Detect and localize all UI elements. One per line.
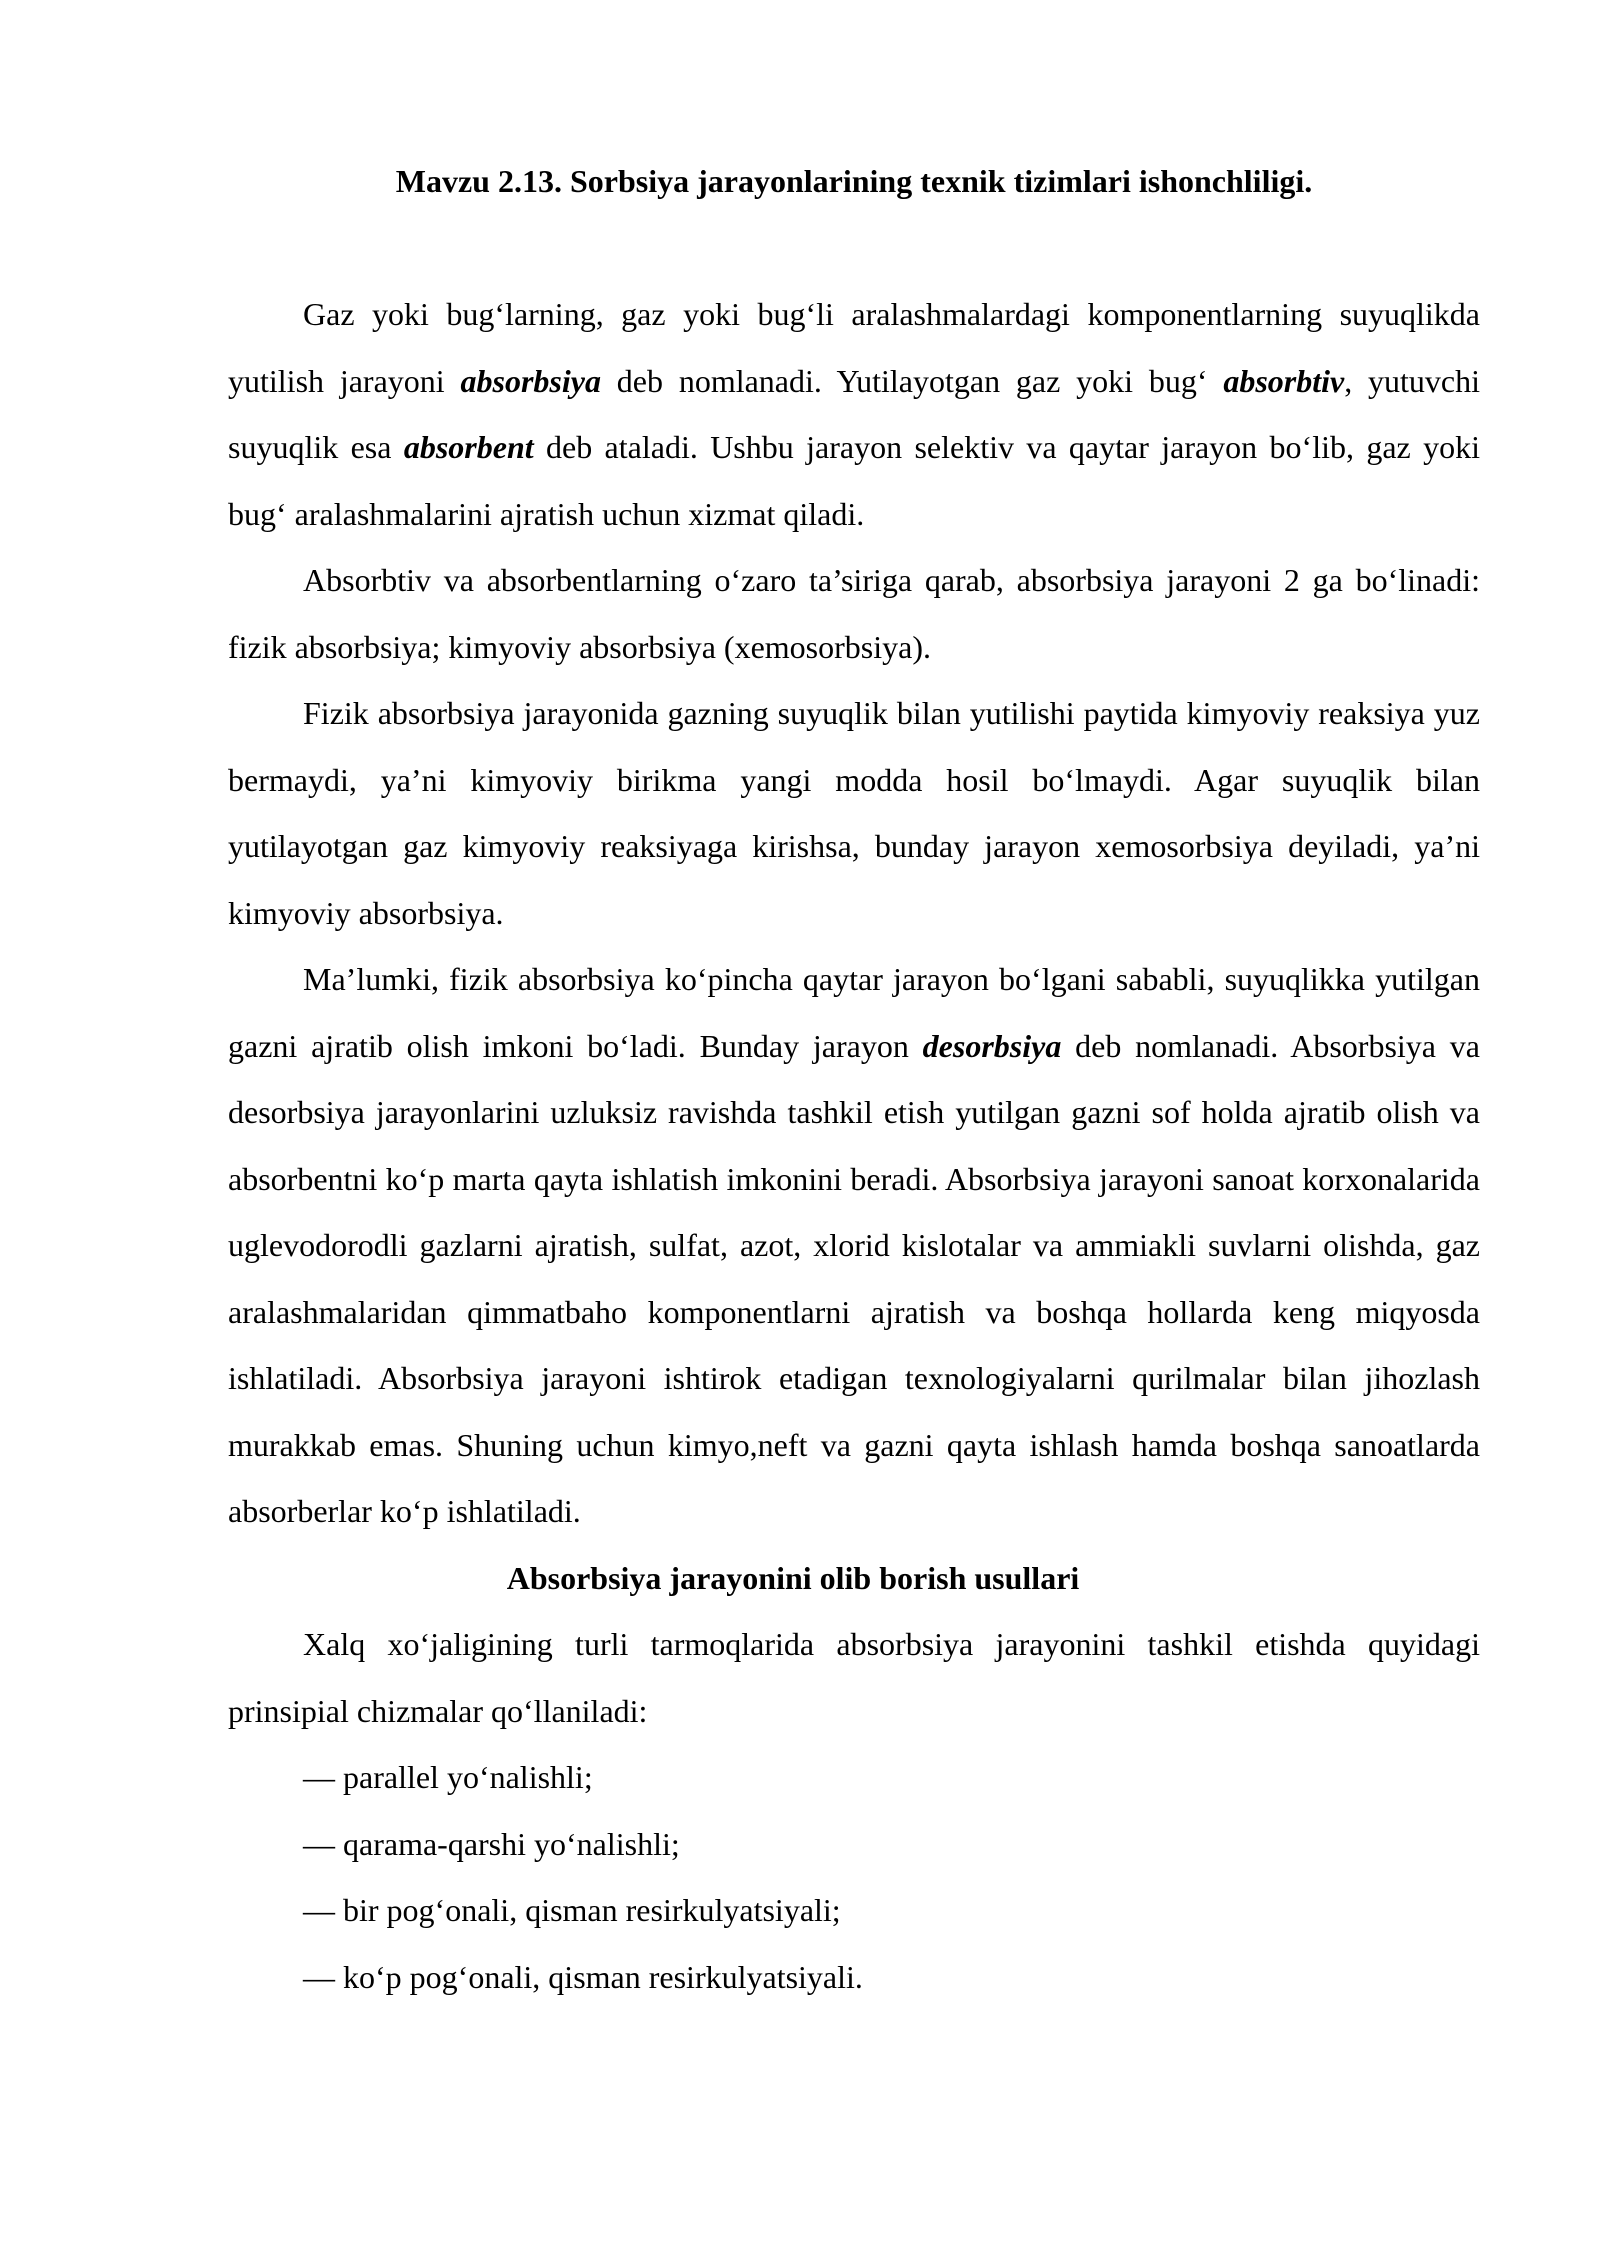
text-run: Xalq xo‘jaligining turli tarmoqlarida absorbsiya jarayonini tashkil etishda quyidagi prinsipial chizmalar qo‘llaniladi: (228, 1626, 1480, 1729)
paragraph-4 (228, 946, 1480, 1545)
paragraph-5 (228, 1611, 1480, 1744)
list-item-parallel: — parallel yo‘nalishli; (303, 1759, 593, 1795)
emphasis-term-absorbsiya: absorbsiya (460, 362, 601, 399)
emphasis-term-absorbent: absorbent (403, 429, 534, 465)
text-run: Absorbtiv va absorbentlarning o‘zaro ta’siriga qarab, absorbsiya jarayoni 2 ga bo‘linadi: fizik absorbsiya; kimyoviy absorbsiya (xemosorbsiya). (228, 562, 1480, 665)
paragraph-1 (228, 281, 1480, 547)
section-heading: Absorbsiya jarayonini olib borish usullari (506, 1559, 1080, 1596)
emphasis-term-desorbsiya: desorbsiya (922, 1027, 1062, 1064)
paragraph-2 (228, 547, 1480, 680)
text-run: deb nomlanadi. Yutilayotgan gaz yoki bug‘ (600, 362, 1224, 399)
list-item-multi-stage: — ko‘p pog‘onali, qisman resirkulyatsiyali. (303, 1958, 863, 1995)
list-item-counter-flow: — qarama-qarshi yo‘nalishli; (303, 1825, 680, 1862)
paragraph-3 (228, 680, 1480, 946)
list-item-single-stage: — bir pog‘onali, qisman resirkulyatsiyali; (303, 1892, 841, 1928)
text-run: deb ataladi. Ushbu jarayon selektiv va qaytar jarayon bo‘lib, gaz yoki bug‘ aralashmalarini ajratish uchun xizmat qiladi. (228, 429, 1481, 532)
page-title: Mavzu 2.13. Sorbsiya jarayonlarining texnik tizimlari ishonchliligi. (395, 163, 1313, 199)
emphasis-term-absorbtiv: absorbtiv (1223, 362, 1345, 399)
text-run: Gaz yoki bug‘larning, gaz yoki bug‘li aralashmalardagi komponentlarning suyuqlikda yutilish jarayoni (228, 296, 1480, 399)
text-run: , yutuvchi suyuqlik esa (228, 362, 1481, 465)
text-run: Ma’lumki, fizik absorbsiya ko‘pincha qaytar jarayon bo‘lgani sababli, suyuqlikka yutilgan gazni ajratib olish imkoni bo‘ladi. Bunday jarayon (228, 961, 1480, 1064)
text-run: Fizik absorbsiya jarayonida gazning suyuqlik bilan yutilishi paytida kimyoviy reaksiya yuz bermaydi, ya’ni kimyoviy birikma yangi modda hosil bo‘lmaydi. Agar suyuqlik bilan yutilayotgan gaz kimyoviy reaksiyaga kirishsa, bunday jarayon xemosorbsiya deyiladi, ya’ni kimyoviy absorbsiya. (228, 695, 1480, 931)
text-run: deb nomlanadi. Absorbsiya va desorbsiya jarayonlarini uzluksiz ravishda tashkil etish yutilgan gazni sof holda ajratib olish va absorbentni ko‘p marta qayta ishlatish imkonini beradi. Absorbsiya jarayoni sanoat korxonalarida uglevodorodli gazlarni ajratish, sulfat, azot, xlorid kislotalar va ammiakli suvlarni olishda, gaz aralashmalaridan qimmatbaho komponentlarni ajratish va boshqa hollarda keng miqyosda ishlatiladi. Absorbsiya jarayoni ishtirok etadigan texnologiyalarni qurilmalar bilan jihozlash murakkab emas. Shuning uchun kimyo,neft va gazni qayta ishlash hamda boshqa sanoatlarda absorberlar ko‘p ishlatiladi. (228, 1027, 1481, 1529)
